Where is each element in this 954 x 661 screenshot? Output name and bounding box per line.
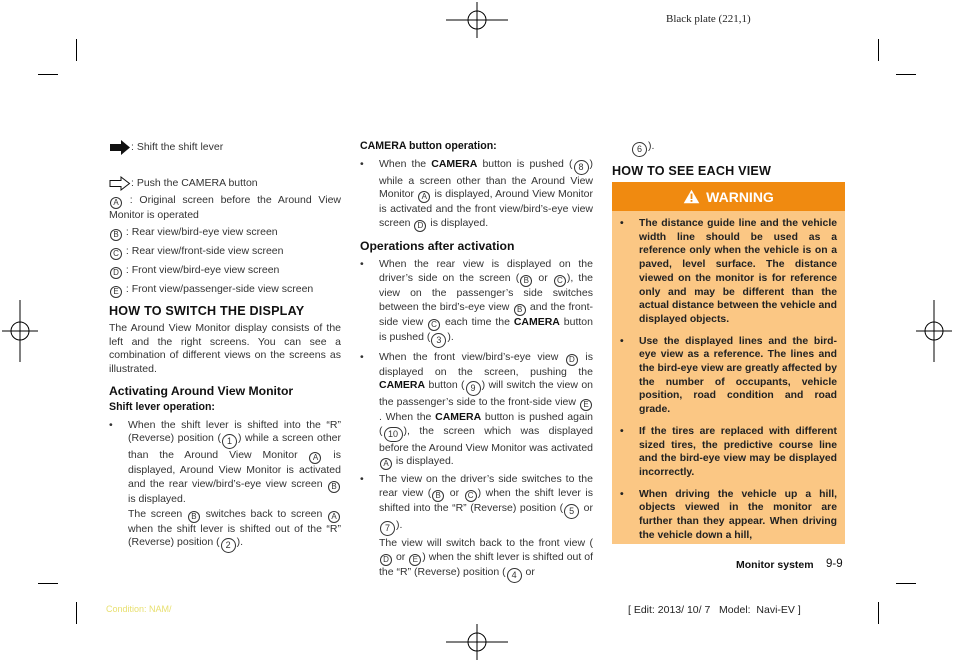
condition-label: Condition: NAM/ xyxy=(106,604,172,614)
warning-box xyxy=(612,182,845,544)
after-bullet-driver-cont: The view will switch back to the front view (D or E ) when the shift lever is shifted out of the “R” (Reverse) position ( 4 or xyxy=(360,537,593,583)
after-bullet-driver: • The view on the driver’s side switches to the rear view ( B or C ) when the shift lever is shifted into the “R” (Reverse) position ( 5 or 7 ). xyxy=(360,473,593,536)
page-number: 9-9 xyxy=(826,558,843,570)
see-each-view-heading: HOW TO SEE EACH VIEW xyxy=(612,164,772,178)
shift-lever-bullet-cont: The screen B switches back to screen A when the shift lever is shifted out of the “R” (Reverse) position ( 2 ). xyxy=(109,508,341,554)
shift-lever-op-heading: Shift lever operation: xyxy=(109,401,215,414)
activating-heading: Activating Around View Monitor xyxy=(109,383,294,398)
continued-text: 6 ). xyxy=(612,140,845,157)
plate-label: Black plate (221,1) xyxy=(666,13,751,25)
legend-item-e: E : Front view/passenger-side view screen xyxy=(109,283,341,298)
after-activation-heading: Operations after activation xyxy=(360,238,515,253)
warning-triangle-icon xyxy=(683,189,700,204)
section-label: Monitor system xyxy=(736,559,814,571)
warning-item: • The distance guide line and the vehicle width line should be used as a reference only when the vehicle is on a paved, level surface. The distance viewed on the monitor is for reference only and may be different than the actual distance between the vehicle and displayed objects. xyxy=(620,218,837,325)
camera-op-bullet: • When the CAMERA button is pushed ( 8 ) while a screen other than the Around View Monitor A is displayed, Around View Monitor is activated and the front view/bird’s-eye view screen D is displayed. xyxy=(360,157,594,230)
legend-item-c: C : Rear view/front-side view screen xyxy=(109,245,341,260)
solid-arrow-icon xyxy=(109,140,131,155)
after-bullet-rear: • When the rear view is displayed on the driver’s side on the screen ( B or C ), the view on the passenger’s side switches between the bird’s-eye view B and the front-side view C each time the CAMERA button is pushed ( 3 ). xyxy=(360,258,593,347)
warning-item: • If the tires are replaced with different sized tires, the predictive course line and the bird-eye view may be displayed incorrectly. xyxy=(620,425,837,478)
warning-item: • Use the displayed lines and the bird-eye view as a reference. The lines and the bird-eye view are greatly affected by the number of occupants, vehicle position, road condition and road grade. xyxy=(620,335,837,416)
legend-item-a: A : Original screen before the Around View Monitor is operated xyxy=(109,194,341,221)
outline-arrow-icon xyxy=(109,176,131,191)
legend-push: : Push the CAMERA button xyxy=(109,176,341,191)
switch-display-text: The Around View Monitor display consists of the left and the right screens. You can see a combination of different views on the screens as illustrated. xyxy=(109,322,341,375)
legend-item-d: D : Front view/bird-eye view screen xyxy=(109,264,341,279)
shift-lever-bullet: • When the shift lever is shifted into the “R” (Reverse) position ( 1 ) while a screen other than the Around View Monitor A is displayed, Around View Monitor is activated and the rear view/bird’s-eye view screen B is displayed. xyxy=(109,418,341,505)
column-middle xyxy=(360,140,593,583)
column-left xyxy=(109,140,341,553)
legend-item-b: B : Rear view/bird-eye view screen xyxy=(109,226,341,241)
after-bullet-front: • When the front view/bird’s-eye view D is displayed on the screen, pushing the CAMERA button ( 9 ) will switch the view on the passenger’s side to the front-side view E. When the CAMERA button is pushed again ( 10 ), the screen which was displayed before the Around View Monitor was activated A is displayed. xyxy=(360,350,594,469)
column-right xyxy=(612,140,845,179)
legend-shift: : Shift the shift lever xyxy=(109,140,341,155)
edit-info: [ Edit: 2013/ 10/ 7 Model: Navi-EV ] xyxy=(628,604,801,616)
warning-body xyxy=(612,211,845,542)
warning-header: WARNING xyxy=(612,182,845,211)
switch-display-heading: HOW TO SWITCH THE DISPLAY xyxy=(109,303,305,318)
camera-op-heading: CAMERA button operation: xyxy=(360,140,497,152)
warning-item: • When driving the vehicle up a hill, objects viewed in the monitor are further than they appear. When driving the vehicle down a hill, xyxy=(620,488,837,541)
